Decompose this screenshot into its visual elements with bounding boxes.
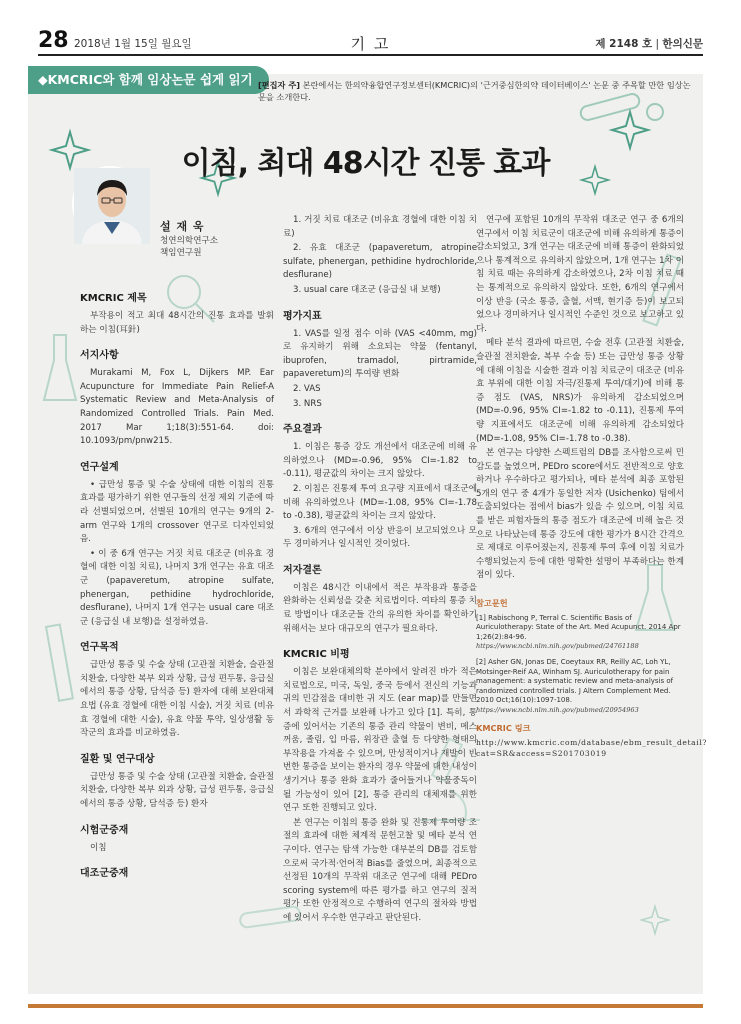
page-number: 28 bbox=[38, 28, 69, 53]
section-paragraph: 급만성 통증 및 수술 상태 (고관절 치환술, 슬관절 치환술, 다양한 복부 외과 상황, 급성 편두통, 응급실에서의 통증 상황, 담석증 등) 환자에 대해 보완대체요법 (유효 경혈에 대한 이침 시술), 거짓 치료 (비유효 경혈에 대한 시술), 유효 약물 투약, 일상생활 동작군의 효과를 비교하였음. bbox=[80, 660, 274, 739]
series-badge: ◆KMCRIC와 함께 임상논문 쉽게 읽기 bbox=[28, 66, 269, 94]
section-heading: 저자결론 bbox=[283, 564, 322, 576]
section-paragraph: • 이 중 6개 연구는 거짓 치료 대조군 (비유효 경혈에 대한 이침 치료), 나머지 3개 연구는 유효 대조군 (papaveretum, atropine sulfate, phenergan, pethidine hydrochloride, desflurane), 나머지 1개 연구는 usual care 대조군 (응급실 내 보행)을 설정하였음. bbox=[80, 548, 274, 627]
editor-note bbox=[258, 79, 698, 103]
section-paragraph: 3. NRS bbox=[293, 398, 322, 409]
sparkle-icon bbox=[640, 905, 670, 935]
issue-info bbox=[595, 36, 703, 51]
section-paragraph: 연구에 포함된 10개의 무작위 대조군 연구 중 6개의 연구에서 이침 치료군이 대조군에 비해 유의하게 통증이 감소되었고, 3개 연구는 대조군에 비해 통증이 완화되었으나 통계적으로 유의하지 않았으며, 1개 연구는 1차 이침 치료 때는 유의하게 감소하였으나, 2차 이침 치료 때는 통계적으로 유의하지 않았다. 또한, 6개의 연구에서 이상 반응 (국소 통증, 출혈, 서맥, 현기증 등)이 보고되었으나 경미하거나 일시적인 수준인 것으로 보고하고 있다. bbox=[476, 215, 684, 334]
section-paragraph: 2. 이침은 진통제 투여 요구량 지표에서 대조군에 비해 유의하였으나 (MD=-1.08, 95% CI=-1.78 to -0.38), 평균값의 차이는 크지 않았다. bbox=[283, 483, 477, 522]
section-paragraph: 1. 거짓 치료 대조군 (비유효 경혈에 대한 이침 치료) bbox=[283, 215, 477, 239]
section-paragraph: 1. 이침은 통증 강도 개선에서 대조군에 비해 유의하였으나 (MD=-0.96, 95% CI=-1.82 to -0.11), 평균값의 차이는 크지 않았다. bbox=[283, 442, 477, 480]
section-paragraph: 메타 분석 결과에 따르면, 수술 전후 (고관절 치환술, 슬관절 전치환술, 복부 수술 등) 또는 급만성 통증 상황에 대해 이침을 시술한 결과 이침 치료군이 대조군 (비유효 부위에 대한 이침 자극/진통제 투여/대기)에 비해 통증 점도 (VAS, NRS)가 유의하게 감소되었으며 (MD=-0.96, 95% CI=-1.82 to -0.11), 진통제 투여량 지표에서도 대조군에 비해 유의하게 감소되었다 (MD=-1.08, 95% CI=-1.78 to -0.38). bbox=[476, 338, 684, 444]
section-paragraph: 이침은 48시간 이내에서 적은 부작용과 통증을 완화하는 신뢰성을 갖춘 치료법이다. 여타의 통증 치료 방법이나 대조군들 간의 유의한 차이를 확인하기 위해서는 보다 대규모의 연구가 필요하다. bbox=[283, 582, 477, 634]
reference-item bbox=[476, 658, 684, 716]
reference-text: [1] Rabischong P, Terral C. Scientific Basis of Auriculotherapy: State of the Art. Med Acupunct. 2014 Apr 1;26(2):84-96. bbox=[476, 613, 681, 641]
section-paragraph: 이침은 보완대체의학 분야에서 알려진 바가 적은 치료법으로, 미국, 독일, 중국 등에서 전신의 기능과 귀의 민감점을 대비한 귀 지도 (ear map)를 만들면서 과학적 근거를 보완해 나가고 있다 [1]. 특히, 통증에 있어서는 기존의 통증 관리 약물이 변비, 메스꺼움, 졸림, 입 마름, 위장관 출혈 등 다양한 형태의 부작용을 가져올 수 있으며, 만성적이거나 재발이 빈번한 통증을 보이는 환자의 경우 약물에 대한 내성이 생기거나 통증 완화 효과가 줄어들거나 약물중독이 될 가능성이 있어 [2], 통증 관리의 대체재를 위한 연구 또한 진행되고 있다. bbox=[283, 667, 477, 814]
pencil-icon bbox=[40, 620, 80, 710]
kmcric-link: http://www.kmcric.com/database/ebm_result_detail?cat=SR&access=S201703019 bbox=[476, 738, 708, 759]
references bbox=[476, 597, 708, 759]
section-paragraph: 이침 bbox=[90, 842, 107, 853]
article-title: 이침, 최대 48시간 진통 효과 bbox=[181, 146, 550, 181]
issue-date: 2018년 1월 15일 월요일 bbox=[74, 38, 192, 50]
section-paragraph: • 급만성 통증 및 수술 상태에 대한 이침의 진통 효과를 평가하기 위한 연구들의 선정 제외 기준에 따라 선별되었으며, 선별된 10개의 연구는 9개의 2-arm 연구와 1개의 crossover 연구로 디자인되었음. bbox=[80, 479, 274, 545]
section-paragraph: 급만성 통증 및 수술 상태 (고관절 치환술, 슬관절 치환술, 다양한 복부 외과 상황, 급성 편두통, 응급실에서의 통증 상황, 담석증 등) 환자 bbox=[80, 771, 274, 810]
reference-item bbox=[476, 614, 684, 652]
section-paragraph: 2. VAS bbox=[293, 383, 321, 394]
section-paragraph: 본 연구는 이침의 통증 완화 및 진통제 투여량 조절의 효과에 대한 체계적 문헌고찰 및 메타 분석 연구이다. 연구는 탐색 가능한 대부분의 DB를 검토함으로써 국가적·언어적 Bias를 줄였으며, 최종적으로 선정된 10개의 무작위 대조군 연구에 대해 PEDro scoring system에 따른 평가를 하고 연구의 질적 평가 또한 안정적으로 수행하여 연구의 절차와 방법에 있어서 우수한 연구라고 판단된다. bbox=[283, 817, 477, 923]
reference-text: [2] Asher GN, Jonas DE, Coeytaux RR, Reilly AC, Loh YL, Motsinger-Reif AA, Winham SJ. Auriculotherapy for pain management: a systematic review and meta-analysis of randomized controlled trials. J Altern Complement Med. 2010 Oct;16(10):1097-108. bbox=[476, 658, 674, 705]
bottom-rule bbox=[28, 1004, 703, 1008]
section-heading: 연구목적 bbox=[80, 642, 119, 654]
section-paragraph: 부작용이 적고 최대 48시간의 진통 효과를 발휘하는 이침(耳針) bbox=[80, 311, 274, 335]
section-name: 기 고 bbox=[350, 35, 391, 53]
section-paragraph: 2. 유효 대조군 (papaveretum, atropine sulfate, phenergan, pethidine hydrochloride, desflurane) bbox=[283, 243, 477, 281]
article-column-2 bbox=[283, 214, 477, 923]
masthead bbox=[38, 28, 703, 56]
section-heading: 평가지표 bbox=[283, 310, 322, 322]
section-heading: 연구설계 bbox=[80, 461, 119, 473]
section-paragraph: 1. VAS를 일정 점수 이하 (VAS <40mm, mg)로 유지하기 위해 소요되는 약물 (fentanyl, ibuprofen, tramadol, pirtramide, papaveretum)의 투여량 변화 bbox=[283, 328, 477, 380]
section-heading: 질환 및 연구대상 bbox=[80, 753, 155, 765]
section-paragraph: 3. usual care 대조군 (응급실 내 보행) bbox=[293, 284, 441, 295]
author-affiliation-org: 청연의학연구소 bbox=[160, 236, 219, 246]
references-heading: 참고문헌 bbox=[476, 598, 508, 609]
reference-url: https://www.ncbi.nlm.nih.gov/pubmed/20954963 bbox=[476, 705, 639, 714]
editor-note-text: 본란에서는 한의약융합연구정보센터(KMCRIC)의 '근거중심한의약 데이터베이스' 논문 중 주목할 만한 임상논문을 소개한다. bbox=[258, 80, 691, 102]
article-column-1 bbox=[80, 292, 274, 885]
section-heading: 주요결과 bbox=[283, 424, 322, 436]
section-heading: KMCRIC 비평 bbox=[283, 649, 350, 661]
editor-note-label: [편집자 주] bbox=[258, 80, 300, 90]
author-affiliation bbox=[160, 235, 218, 259]
author-photo bbox=[72, 166, 148, 242]
flask-icon bbox=[40, 330, 80, 410]
reference-url: https://www.ncbi.nlm.nih.gov/pubmed/24761188 bbox=[476, 642, 639, 651]
author-name: 설 재 욱 bbox=[160, 220, 205, 233]
section-paragraph: 본 연구는 다양한 스펙트럼의 DB를 조사함으로써 민감도를 높였으며, PEDro score에서도 전반적으로 양호하거나 우수하다고 평가되나, 메타 분석에 최종 포함된 5개의 연구 중 4개가 동일한 저자 (Usichenko) 팀에서 도출되었다는 점에서 bias가 있을 수 있으며, 이침 치료를 받은 피험자들의 통증 점도가 대조군에 비해 높은 것으로 나타났는데 통증 강도에 대한 평가가 8시간 간격으로 제대로 이루어졌는지, 진통제 투여 후에 이침 치료가 수행되었는지 등에 대한 명확한 설명이 부족하다는 한계점이 있다. bbox=[476, 448, 684, 581]
section-paragraph: 3. 6개의 연구에서 이상 반응이 보고되었으나 모두 경미하거나 일시적인 것이었다. bbox=[283, 525, 477, 550]
issue-divider: | bbox=[655, 38, 660, 50]
section-heading: 서지사항 bbox=[80, 350, 119, 362]
section-heading: KMCRIC 제목 bbox=[80, 293, 147, 304]
article-column-3 bbox=[476, 214, 708, 759]
issue-number: 제 2148 호 bbox=[595, 38, 653, 50]
paper-name: 한의신문 bbox=[662, 38, 703, 50]
section-paragraph: Murakami M, Fox L, Dijkers MP. Ear Acupuncture for Immediate Pain Relief-A Systematic Review and Meta-Analysis of Randomized Controlled Trials. Pain Med. 2017 Mar 1;18(3):551-64. doi: 10.1093/pm/pnw215. bbox=[80, 368, 274, 447]
kmcric-link-heading: KMCRIC 링크 bbox=[476, 722, 531, 733]
section-heading: 대조군중재 bbox=[80, 868, 129, 880]
section-heading: 시험군중재 bbox=[80, 824, 129, 836]
author-affiliation-role: 책임연구원 bbox=[160, 248, 202, 258]
